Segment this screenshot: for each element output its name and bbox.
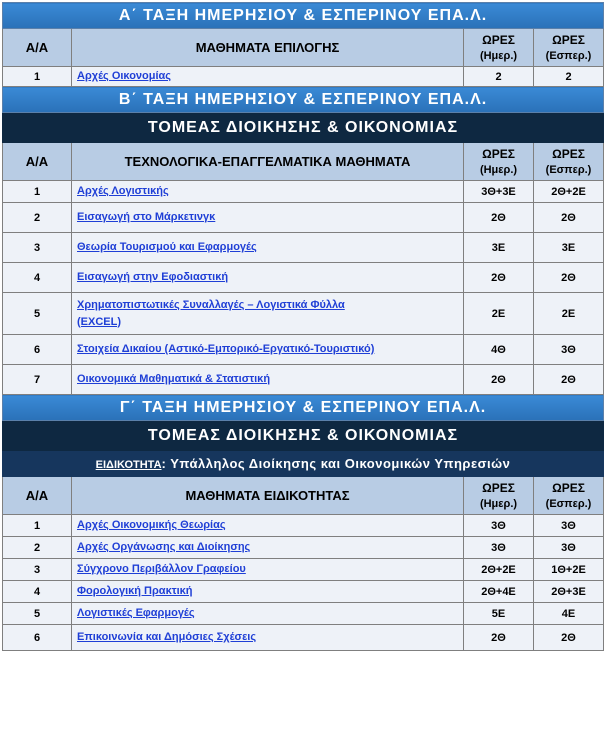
- subject-link[interactable]: Σύγχρονο Περιβάλλον Γραφείου: [77, 563, 246, 575]
- table-row: [3, 335, 604, 365]
- col-header-subjects: ΜΑΘΗΜΑΤΑ ΕΙΔΙΚΟΤΗΤΑΣ: [72, 477, 464, 515]
- row-number: 6: [3, 625, 72, 651]
- day-hours: 2Ε: [464, 293, 534, 335]
- evening-hours: 2: [534, 67, 604, 87]
- row-number: 2: [3, 203, 72, 233]
- col-header-evening-hours: ΩΡΕΣ (Εσπερ.): [534, 143, 604, 181]
- day-hours: 3Θ: [464, 537, 534, 559]
- hours-table: [2, 2, 604, 651]
- section-b-sector: ΤΟΜΕΑΣ ΔΙΟΙΚΗΣΗΣ & ΟΙΚΟΝΟΜΙΑΣ: [3, 113, 604, 143]
- subject-link[interactable]: Αρχές Οικονομικής Θεωρίας: [77, 519, 226, 531]
- row-number: 2: [3, 537, 72, 559]
- day-hours: 3Ε: [464, 233, 534, 263]
- table-row: [3, 603, 604, 625]
- specialty-banner: ΕΙΔΙΚΟΤΗΤΑ: Υπάλληλος Διοίκησης και Οικονομικών Υπηρεσιών: [3, 451, 604, 477]
- row-number: 1: [3, 181, 72, 203]
- col-header-evening-hours: ΩΡΕΣ (Εσπερ.): [534, 477, 604, 515]
- evening-hours: 2Θ: [534, 625, 604, 651]
- row-number: 5: [3, 603, 72, 625]
- subject-link[interactable]: Αρχές Λογιστικής: [77, 185, 169, 197]
- table-row: [3, 625, 604, 651]
- day-hours: 2: [464, 67, 534, 87]
- section-a-title: Α΄ ΤΑΞΗ ΗΜΕΡΗΣΙΟΥ & ΕΣΠΕΡΙΝΟΥ ΕΠΑ.Λ.: [3, 3, 604, 29]
- col-header-evening-hours: ΩΡΕΣ (Εσπερ.): [534, 29, 604, 67]
- evening-hours: 3Θ: [534, 515, 604, 537]
- col-header-day-hours: ΩΡΕΣ (Ημερ.): [464, 477, 534, 515]
- row-number: 4: [3, 263, 72, 293]
- table-row: [3, 263, 604, 293]
- section-c-title: Γ΄ ΤΑΞΗ ΗΜΕΡΗΣΙΟΥ & ΕΣΠΕΡΙΝΟΥ ΕΠΑ.Λ.: [3, 395, 604, 421]
- day-hours: 5Ε: [464, 603, 534, 625]
- evening-hours: 3Ε: [534, 233, 604, 263]
- evening-hours: 3Θ: [534, 335, 604, 365]
- day-hours: 2Θ: [464, 203, 534, 233]
- row-number: 3: [3, 233, 72, 263]
- day-hours: 4Θ: [464, 335, 534, 365]
- row-number: 7: [3, 365, 72, 395]
- table-row: [3, 365, 604, 395]
- table-row: [3, 293, 604, 335]
- subject-link[interactable]: Λογιστικές Εφαρμογές: [77, 607, 195, 619]
- table-row: [3, 559, 604, 581]
- col-header-aa: Α/Α: [3, 477, 72, 515]
- subject-link[interactable]: Φορολογική Πρακτική: [77, 585, 193, 597]
- col-header-day-hours: ΩΡΕΣ (Ημερ.): [464, 143, 534, 181]
- day-hours: 2Θ+4Ε: [464, 581, 534, 603]
- row-number: 3: [3, 559, 72, 581]
- row-number: 4: [3, 581, 72, 603]
- col-header-subjects: ΤΕΧΝΟΛΟΓΙΚΑ-ΕΠΑΓΓΕΛΜΑΤΙΚΑ ΜΑΘΗΜΑΤΑ: [72, 143, 464, 181]
- row-number: 6: [3, 335, 72, 365]
- evening-hours: 2Θ: [534, 263, 604, 293]
- specialty-name: Υπάλληλος Διοίκησης και Οικονομικών Υπηρεσιών: [170, 456, 511, 471]
- subject-link[interactable]: Εισαγωγή στην Εφοδιαστική: [77, 271, 229, 283]
- subject-link[interactable]: Θεωρία Τουρισμού και Εφαρμογές: [77, 241, 257, 253]
- subject-link[interactable]: Οικονομικά Μαθηματικά & Στατιστική: [77, 373, 271, 385]
- evening-hours: 2Θ: [534, 365, 604, 395]
- col-header-aa: Α/Α: [3, 143, 72, 181]
- table-row: [3, 537, 604, 559]
- day-hours: 3Θ: [464, 515, 534, 537]
- row-number: 1: [3, 515, 72, 537]
- evening-hours: 2Θ: [534, 203, 604, 233]
- evening-hours: 2Θ+3Ε: [534, 581, 604, 603]
- table-row: [3, 181, 604, 203]
- subject-link[interactable]: Επικοινωνία και Δημόσιες Σχέσεις: [77, 631, 257, 643]
- row-number: 5: [3, 293, 72, 335]
- specialty-label: ΕΙΔΙΚΟΤΗΤΑ: [95, 459, 162, 471]
- subject-link[interactable]: Στοιχεία Δικαίου (Αστικό-Εμπορικό-Εργατικό-Τουριστικό): [77, 343, 375, 355]
- section-c-sector: ΤΟΜΕΑΣ ΔΙΟΙΚΗΣΗΣ & ΟΙΚΟΝΟΜΙΑΣ: [3, 421, 604, 451]
- table-row: [3, 581, 604, 603]
- subject-link[interactable]: Εισαγωγή στο Μάρκετινγκ: [77, 211, 216, 223]
- day-hours: 2Θ: [464, 365, 534, 395]
- subject-link[interactable]: Αρχές Οικονομίας: [77, 70, 172, 82]
- evening-hours: 4Ε: [534, 603, 604, 625]
- table-row: [3, 203, 604, 233]
- day-hours: 2Θ+2Ε: [464, 559, 534, 581]
- evening-hours: 1Θ+2Ε: [534, 559, 604, 581]
- day-hours: 2Θ: [464, 625, 534, 651]
- section-b-title: Β΄ ΤΑΞΗ ΗΜΕΡΗΣΙΟΥ & ΕΣΠΕΡΙΝΟΥ ΕΠΑ.Λ.: [3, 87, 604, 113]
- col-header-subjects: ΜΑΘΗΜΑΤΑ ΕΠΙΛΟΓΗΣ: [72, 29, 464, 67]
- evening-hours: 2Ε: [534, 293, 604, 335]
- table-row: [3, 233, 604, 263]
- table-row: [3, 515, 604, 537]
- subject-link[interactable]: Χρηματοπιστωτικές Συναλλαγές – Λογιστικά Φύλλα (EXCEL): [77, 298, 345, 328]
- row-number: 1: [3, 67, 72, 87]
- subject-link[interactable]: Αρχές Οργάνωσης και Διοίκησης: [77, 541, 251, 553]
- table-row: [3, 67, 604, 87]
- day-hours: 2Θ: [464, 263, 534, 293]
- day-hours: 3Θ+3Ε: [464, 181, 534, 203]
- col-header-aa: Α/Α: [3, 29, 72, 67]
- evening-hours: 2Θ+2Ε: [534, 181, 604, 203]
- col-header-day-hours: ΩΡΕΣ (Ημερ.): [464, 29, 534, 67]
- evening-hours: 3Θ: [534, 537, 604, 559]
